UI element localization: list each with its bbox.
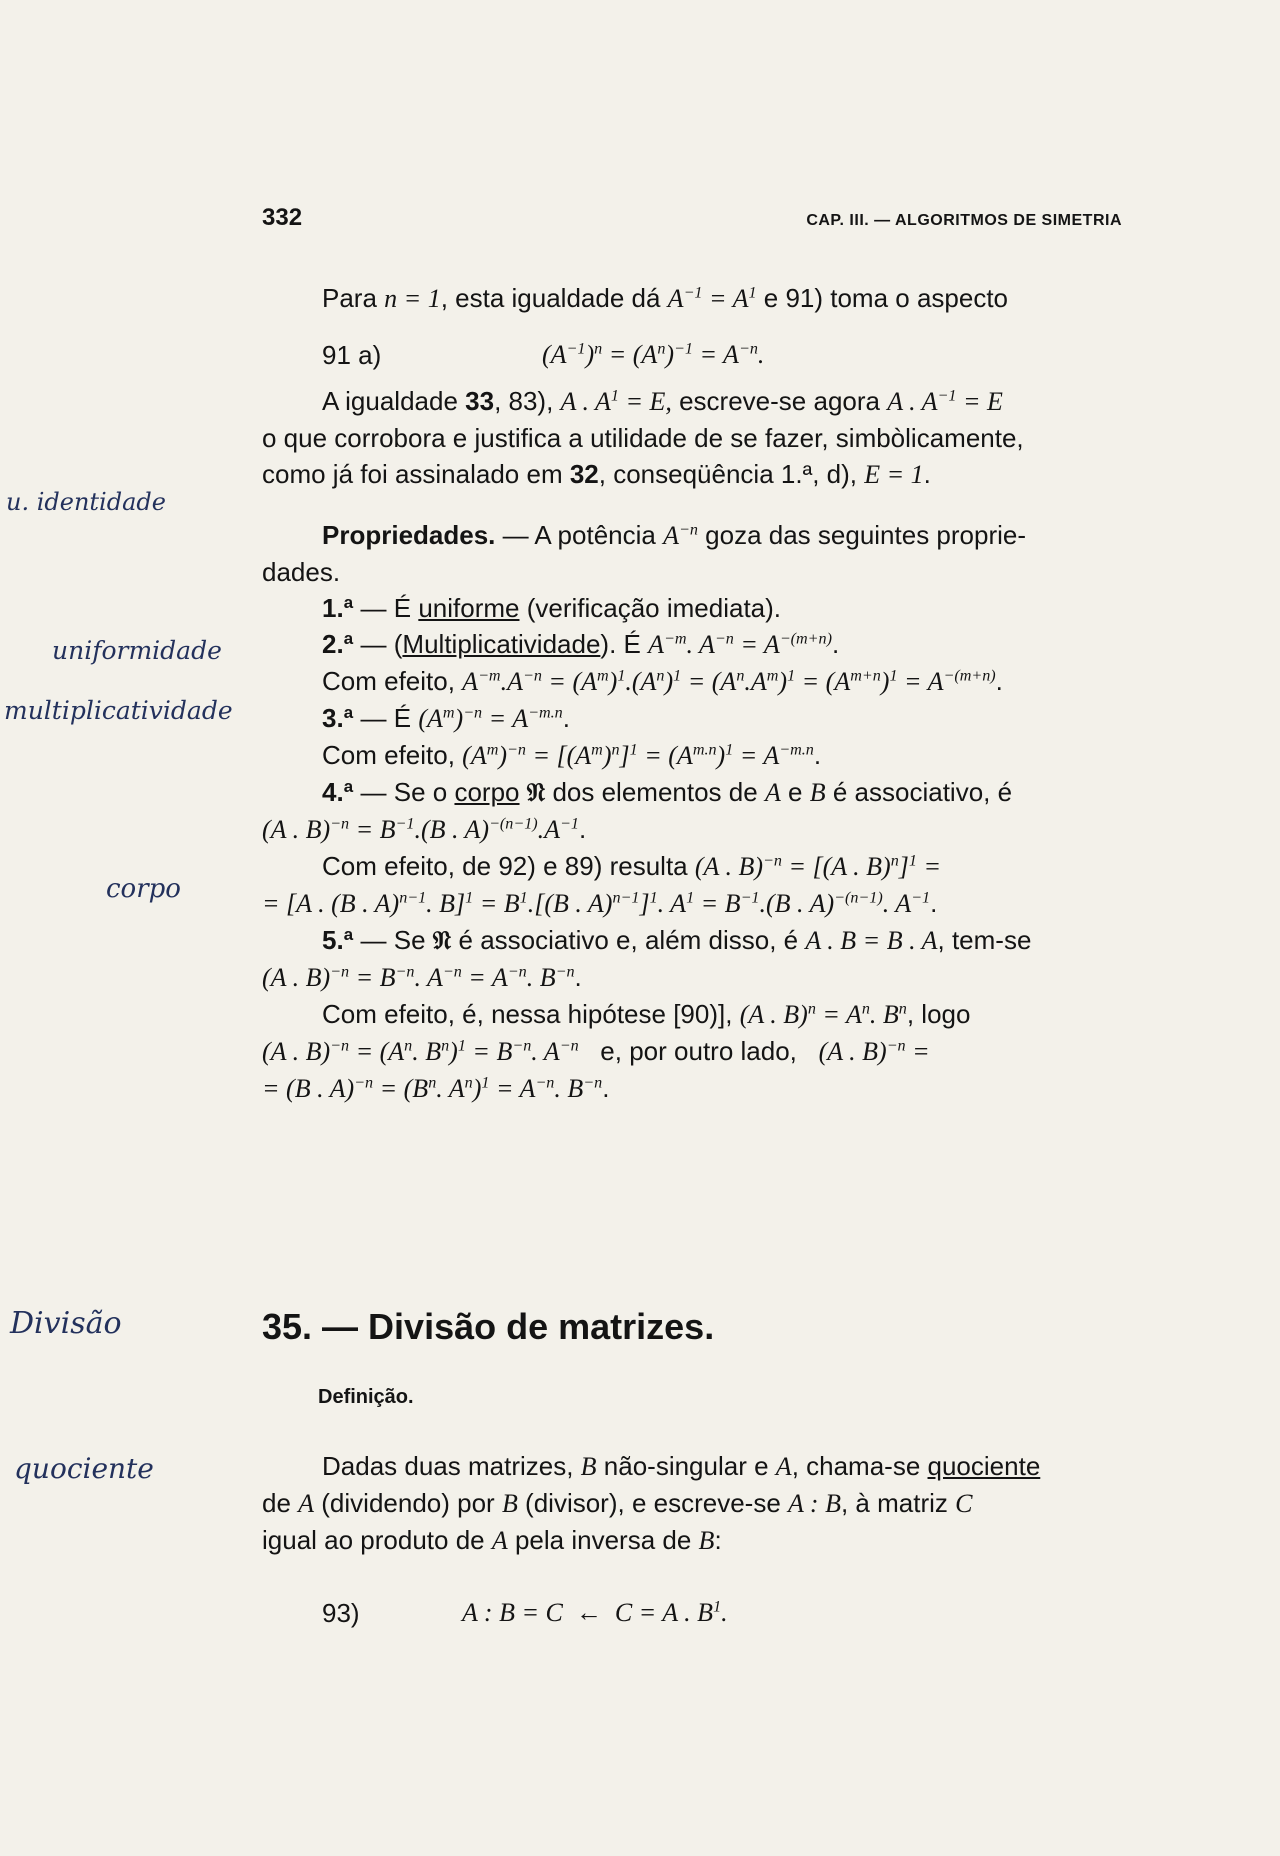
text: , logo — [906, 999, 971, 1029]
exponent: 1 — [787, 667, 796, 685]
math: . B — [412, 1037, 442, 1066]
exponent: 1 — [908, 852, 917, 870]
math: = A — [692, 340, 739, 369]
math: (A . B) — [262, 815, 331, 844]
exponent: −n — [522, 667, 542, 685]
math: ] — [639, 889, 650, 918]
underlined-term: uniforme — [418, 593, 520, 623]
text: Para — [322, 283, 377, 313]
math: = (A — [637, 741, 693, 770]
math: A : B — [788, 1489, 841, 1518]
proof-3 — [262, 737, 1122, 774]
text: ). É — [600, 629, 649, 659]
math: . B — [526, 963, 556, 992]
math: ) — [498, 741, 508, 770]
margin-note: corpo — [106, 874, 181, 904]
margin-note: u. identidade — [6, 488, 166, 516]
formula-line — [262, 959, 1122, 996]
math: = — [702, 284, 733, 313]
math: = A — [733, 630, 780, 659]
text: . — [578, 814, 587, 844]
exponent: 1 — [481, 1074, 490, 1092]
text: é associativo e, além disso, é — [451, 925, 806, 955]
math: . A — [882, 889, 912, 918]
reference: 32 — [569, 459, 599, 489]
math: . A — [531, 1037, 560, 1066]
equation-label: 93) — [322, 1598, 360, 1628]
math: B — [809, 778, 826, 807]
exponent: 1 — [629, 741, 638, 759]
math: ) — [449, 1037, 458, 1066]
property-3 — [262, 700, 1122, 737]
page-number: 332 — [262, 204, 303, 231]
exponent: n — [594, 340, 603, 358]
math: . A — [686, 630, 715, 659]
exponent: 1 — [649, 889, 658, 907]
math: (A — [542, 340, 567, 369]
exponent: m — [766, 667, 779, 685]
math: A — [775, 1452, 792, 1481]
math: = A — [815, 1000, 862, 1029]
text: pela inversa de — [507, 1525, 699, 1555]
math: = A — [897, 667, 944, 696]
text: — É — [353, 703, 419, 733]
property-4 — [262, 774, 1122, 811]
property-number: 5.ª — [322, 925, 354, 955]
property-number: 4.ª — [322, 777, 354, 807]
math: (A . B) — [262, 1037, 331, 1066]
text-line — [262, 1485, 1122, 1522]
exponent: −n — [886, 1037, 906, 1055]
exponent: n−1 — [399, 889, 427, 907]
property-number: 2.ª — [322, 629, 354, 659]
text: (verificação imediata). — [519, 593, 782, 623]
text: — Se o — [353, 777, 455, 807]
margin-note: Divisão — [10, 1306, 122, 1341]
math: A . A — [560, 387, 611, 416]
exponent: −n — [463, 704, 483, 722]
math: = A — [461, 963, 508, 992]
exponent: 1 — [889, 667, 898, 685]
exponent: −n — [738, 340, 758, 358]
math: ) — [716, 741, 726, 770]
math: = A — [489, 1074, 536, 1103]
math: . B] — [426, 889, 466, 918]
exponent: −1 — [740, 889, 760, 907]
exponent: 1 — [610, 387, 619, 405]
math: ) — [454, 704, 464, 733]
math: (A . B) — [739, 1000, 808, 1029]
section-title: 35. — Divisão de matrizes. — [262, 1306, 715, 1347]
text: , 83), — [494, 386, 554, 416]
math: A — [462, 667, 479, 696]
math: ) — [778, 667, 788, 696]
exponent: m — [486, 741, 499, 759]
math: = B — [694, 889, 741, 918]
exponent: n — [807, 1000, 816, 1018]
proof-4 — [262, 848, 1122, 885]
text: , à matriz — [840, 1488, 956, 1518]
text: . — [602, 1073, 610, 1103]
math: A — [667, 284, 684, 313]
math: = (A — [602, 340, 658, 369]
math: A — [491, 1526, 508, 1555]
exponent: −1 — [395, 815, 415, 833]
math: (A — [418, 704, 443, 733]
exponent: −n — [559, 1037, 579, 1055]
math: = (A — [795, 667, 851, 696]
paragraph-intro — [262, 280, 1122, 317]
math: . A — [657, 889, 687, 918]
exponent: n — [736, 667, 745, 685]
exponent: n — [611, 741, 620, 759]
exponent: −1 — [937, 387, 957, 405]
property-1 — [262, 590, 1122, 626]
math: (A . B) — [818, 1037, 887, 1066]
text: — É — [353, 593, 419, 623]
proof-2 — [262, 663, 1122, 700]
exponent: −1 — [911, 889, 931, 907]
exponent: 1 — [748, 284, 757, 302]
properties-intro — [262, 517, 1122, 554]
math: = (B . A) — [262, 1074, 355, 1103]
exponent: n — [861, 1000, 870, 1018]
math: .A — [500, 667, 523, 696]
text: , esta igualdade dá — [440, 283, 661, 313]
running-head: CAP. III. — ALGORITMOS DE SIMETRIA — [806, 212, 1122, 229]
exponent: −(m+n) — [779, 630, 832, 648]
math: ) — [880, 667, 890, 696]
text: . — [930, 888, 938, 918]
text: Dadas duas matrizes, — [322, 1451, 581, 1481]
text: — A potência — [495, 520, 656, 550]
property-number: 1.ª — [322, 593, 354, 623]
text: dos elementos de — [545, 777, 765, 807]
text: . — [995, 666, 1003, 696]
math: .A — [744, 667, 767, 696]
text: , conseqüência 1.ª, d), — [598, 459, 857, 489]
fraktur-symbol: 𝔑 — [432, 925, 452, 955]
math: .[(B . A) — [527, 889, 613, 918]
text: não-singular e — [596, 1451, 776, 1481]
math: A . A — [887, 387, 938, 416]
exponent: n — [898, 1000, 907, 1018]
math: = [(A — [525, 741, 592, 770]
exponent: n — [657, 340, 666, 358]
exponent: 1 — [713, 1598, 722, 1616]
math: = (A — [349, 1037, 405, 1066]
math: C — [955, 1489, 973, 1518]
proof-5 — [262, 996, 1122, 1033]
math: ) — [585, 340, 595, 369]
exponent: m — [597, 667, 609, 685]
formula-line — [262, 1070, 1122, 1107]
math: = E, — [618, 387, 672, 416]
math: ) — [472, 1074, 482, 1103]
math: ) — [665, 340, 675, 369]
math: .(B . A) — [414, 815, 490, 844]
exponent: −m — [478, 667, 501, 685]
text: A igualdade — [322, 386, 458, 416]
math: B — [580, 1452, 597, 1481]
exponent: −n — [535, 1074, 555, 1092]
exponent: 1 — [457, 1037, 466, 1055]
math: = (A — [681, 667, 737, 696]
exponent: −n — [714, 630, 734, 648]
exponent: −n — [507, 741, 526, 759]
math: A — [732, 284, 749, 313]
math: = [(A . B) — [781, 852, 891, 881]
exponent: n — [890, 852, 899, 870]
math: ) — [608, 667, 618, 696]
margin-note: uniformidade — [52, 636, 222, 665]
fraktur-symbol: 𝔑 — [519, 777, 546, 807]
exponent: −n — [763, 852, 782, 870]
math: = B — [349, 963, 396, 992]
exponent: −n — [330, 815, 350, 833]
exponent: n — [441, 1037, 450, 1055]
equation-body — [542, 337, 764, 373]
math: (A . B) — [262, 963, 331, 992]
math: A — [298, 1489, 315, 1518]
formula-line — [262, 885, 1122, 922]
properties-heading: Propriedades. — [322, 520, 496, 550]
exponent: m — [591, 741, 603, 759]
text: . — [923, 459, 931, 489]
equation-body — [462, 1595, 728, 1631]
exponent: −n — [583, 1074, 603, 1092]
math: A — [764, 778, 781, 807]
text: Com efeito, é, nessa hipótese [90)], — [322, 999, 740, 1029]
exponent: 1 — [617, 667, 626, 685]
text: de — [262, 1488, 299, 1518]
underlined-term: corpo — [454, 777, 520, 807]
exponent: −1 — [566, 340, 586, 358]
exponent: 1 — [725, 741, 734, 759]
math: = — [905, 1037, 930, 1066]
math: A : B = C ← C = A . B — [462, 1598, 714, 1627]
text: , chama-se — [791, 1451, 928, 1481]
property-number: 3.ª — [322, 703, 354, 733]
math: (A — [462, 741, 487, 770]
text: e — [780, 777, 810, 807]
math: B — [501, 1489, 518, 1518]
exponent: n−1 — [612, 889, 640, 907]
text: escreve-se agora — [671, 386, 880, 416]
text: . — [562, 703, 570, 733]
exponent: −1 — [560, 815, 579, 833]
text: . — [831, 629, 840, 659]
exponent: −n — [555, 963, 575, 981]
math: = (A — [541, 667, 597, 696]
text-line — [262, 1448, 1122, 1485]
margin-note: quociente — [14, 1452, 154, 1485]
math: = (B — [373, 1074, 429, 1103]
exponent: m.n — [692, 741, 717, 759]
exponent: n — [464, 1074, 473, 1092]
text-line: dades. — [262, 557, 341, 587]
math: .(B . A) — [759, 889, 835, 918]
text: . — [813, 740, 822, 770]
definition-text — [262, 1448, 1122, 1641]
exponent: 1 — [519, 889, 528, 907]
exponent: 1 — [686, 889, 695, 907]
text: (dividendo) por — [314, 1488, 502, 1518]
exponent: −(n−1) — [489, 815, 538, 833]
math: ) — [664, 667, 674, 696]
text: e 91) toma o aspecto — [756, 283, 1009, 313]
property-5 — [262, 922, 1122, 959]
math: . A — [436, 1074, 465, 1103]
exponent: −(n−1) — [834, 889, 883, 907]
math: ] — [619, 741, 630, 770]
text: — ( — [353, 629, 403, 659]
math: ] — [898, 852, 909, 881]
math: . B — [869, 1000, 899, 1029]
exponent: n — [656, 667, 665, 685]
math: .(A — [625, 667, 657, 696]
math: .A — [537, 815, 561, 844]
exponent: −n — [678, 521, 698, 539]
exponent: 1 — [673, 667, 682, 685]
math: A — [648, 630, 664, 659]
text: : — [714, 1525, 722, 1555]
text: como já foi assinalado em — [262, 459, 563, 489]
math: = A — [482, 704, 529, 733]
exponent: −n — [330, 963, 350, 981]
page-header — [262, 204, 1122, 232]
math: = B — [465, 1037, 513, 1066]
math: (A . B) — [694, 852, 763, 881]
math: . — [757, 340, 765, 369]
text: (divisor), e escreve-se — [517, 1488, 789, 1518]
text: . — [574, 962, 582, 992]
text: — Se — [353, 925, 433, 955]
underlined-term: Multiplicatividade — [402, 629, 601, 659]
exponent: −n — [507, 963, 527, 981]
subsection-title: Definição. — [318, 1386, 414, 1408]
margin-note: multiplicatividade — [4, 696, 233, 725]
math: = E — [956, 387, 1003, 416]
underlined-term: quociente — [927, 1451, 1041, 1481]
equation-91a — [262, 331, 1122, 371]
text: Com efeito, de 92) e 89) resulta — [322, 851, 695, 881]
text-line — [262, 456, 1122, 493]
exponent: −m — [663, 630, 687, 648]
math: = [A . (B . A) — [262, 889, 400, 918]
text: Com efeito, — [322, 666, 463, 696]
exponent: −(m+n) — [943, 667, 996, 685]
exponent: m — [442, 704, 455, 722]
math: = B — [349, 815, 396, 844]
text-line: o que corrobora e justifica a utilidade de se fazer, simbòlicamente, — [262, 423, 1024, 453]
exponent: −n — [395, 963, 415, 981]
math: = B — [473, 889, 520, 918]
text: Com efeito, — [322, 740, 463, 770]
exponent: −n — [512, 1037, 532, 1055]
equation-label: 91 a) — [322, 340, 382, 370]
math: E = 1 — [864, 460, 924, 489]
exponent: 1 — [465, 889, 474, 907]
math: A . B = B . A — [805, 926, 938, 955]
math: ) — [602, 741, 612, 770]
main-text — [262, 280, 1122, 1107]
exponent: m+n — [850, 667, 881, 685]
paragraph-identity — [262, 383, 1122, 420]
formula-line — [262, 1033, 1122, 1070]
exponent: −1 — [683, 284, 703, 302]
math: . A — [414, 963, 443, 992]
text: é associativo, é — [825, 777, 1013, 807]
text: e, por outro lado, — [578, 1036, 819, 1066]
text: , tem-se — [937, 925, 1032, 955]
math: B — [698, 1526, 715, 1555]
math: . B — [554, 1074, 584, 1103]
exponent: −n — [330, 1037, 350, 1055]
formula-line — [262, 811, 1122, 848]
exponent: n — [428, 1074, 437, 1092]
math: n = 1 — [384, 284, 441, 313]
exponent: −m.n — [528, 704, 563, 722]
exponent: n — [404, 1037, 413, 1055]
exponent: −m.n — [779, 741, 814, 759]
text: igual ao produto de — [262, 1525, 492, 1555]
text: goza das seguintes proprie- — [697, 520, 1027, 550]
exponent: −n — [442, 963, 462, 981]
equation-93 — [262, 1589, 1122, 1629]
property-2 — [262, 626, 1122, 663]
text-line — [262, 1522, 1122, 1559]
math: A — [663, 521, 679, 550]
math: = — [916, 852, 942, 881]
exponent: −n — [354, 1074, 374, 1092]
math: = A — [733, 741, 780, 770]
reference: 33 — [465, 386, 495, 416]
exponent: −1 — [674, 340, 693, 358]
math: . — [721, 1598, 728, 1627]
